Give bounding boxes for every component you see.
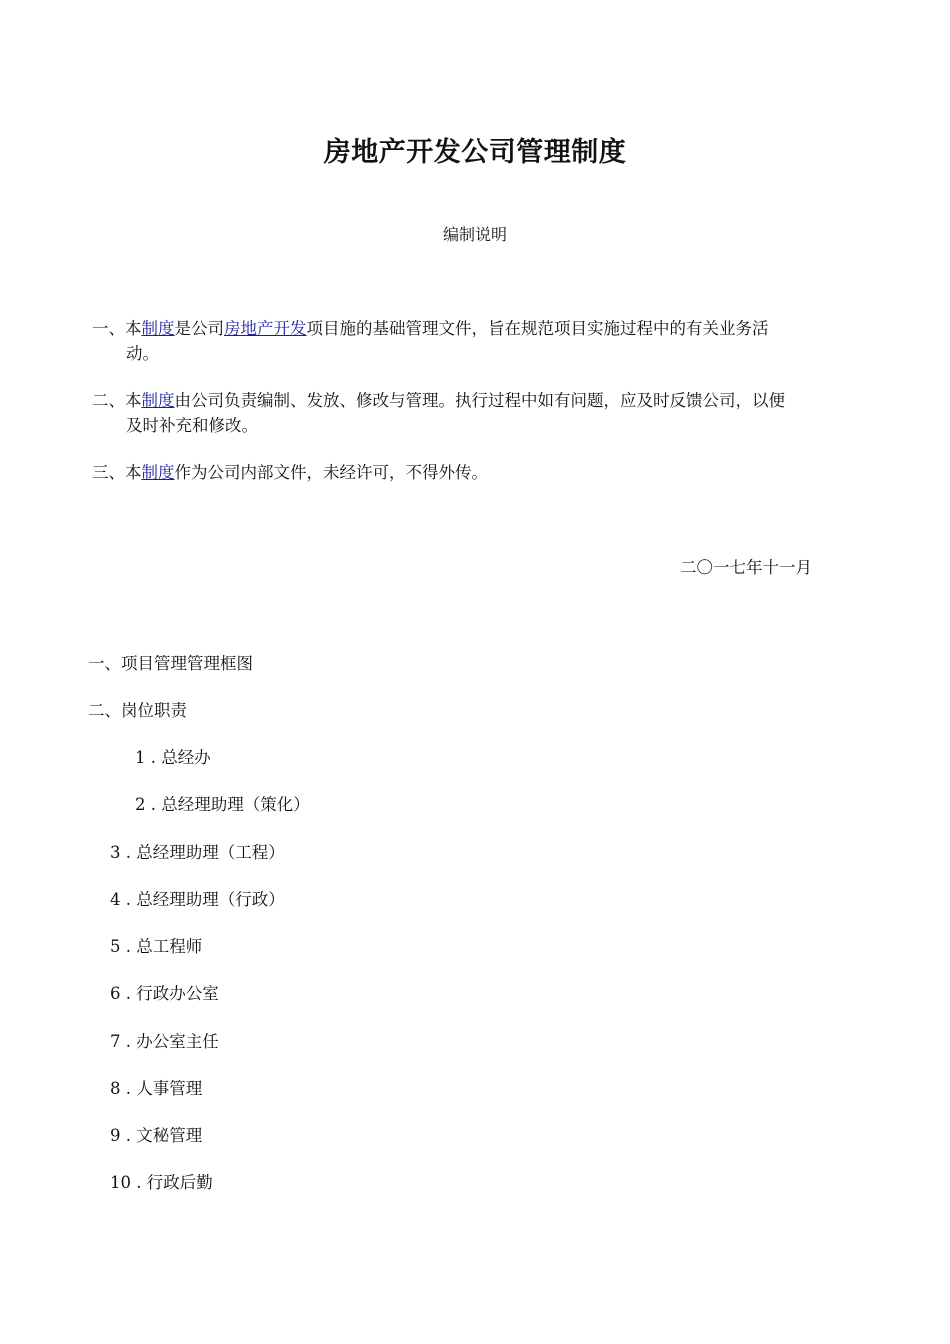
toc-item: 7 . 办公室主任 [110, 1032, 219, 1051]
paragraph-1-mid: 是公司 [174, 319, 224, 338]
toc-item: 一、项目管理管理框图 [88, 654, 253, 673]
link-zhidu-2[interactable]: 制度 [141, 391, 175, 410]
paragraph-3-prefix: 三、本 [92, 463, 142, 482]
paragraph-1-continuation: 动。 [126, 344, 159, 363]
document-date: 二〇一七年十一月 [680, 558, 812, 577]
toc-item: 10 . 行政后勤 [110, 1173, 213, 1192]
toc-item: 6 . 行政办公室 [110, 984, 219, 1003]
link-fangdichan-kaifa[interactable]: 房地产开发 [224, 319, 307, 338]
link-zhidu-1[interactable]: 制度 [141, 319, 175, 338]
toc-item: 3 . 总经理助理（工程） [110, 843, 285, 862]
toc-item: 4 . 总经理助理（行政） [110, 890, 285, 909]
toc-item: 1 . 总经办 [135, 748, 211, 767]
toc-item: 5 . 总工程师 [110, 937, 203, 956]
toc-item: 2 . 总经理助理（策化） [135, 795, 310, 814]
document-subtitle: 编制说明 [442, 225, 507, 244]
paragraph-1-prefix: 一、本 [92, 319, 142, 338]
paragraph-2-continuation: 及时补充和修改。 [126, 416, 258, 435]
document-title: 房地产开发公司管理制度 [323, 137, 627, 168]
link-zhidu-3[interactable]: 制度 [141, 463, 175, 482]
paragraph-2 [92, 388, 867, 438]
paragraph-1 [92, 316, 867, 366]
toc-item: 9 . 文秘管理 [110, 1126, 203, 1145]
paragraph-2-text: 由公司负责编制、发放、修改与管理。执行过程中如有问题，应及时反馈公司，以便 [174, 391, 785, 410]
toc-item: 二、岗位职责 [88, 701, 187, 720]
paragraph-3 [92, 460, 867, 485]
toc-item: 8 . 人事管理 [110, 1079, 203, 1098]
paragraph-1-text: 项目施的基础管理文件，旨在规范项目实施过程中的有关业务活 [306, 319, 769, 338]
paragraph-2-prefix: 二、本 [92, 391, 142, 410]
paragraph-3-text: 作为公司内部文件，未经许可，不得外传。 [174, 463, 488, 482]
